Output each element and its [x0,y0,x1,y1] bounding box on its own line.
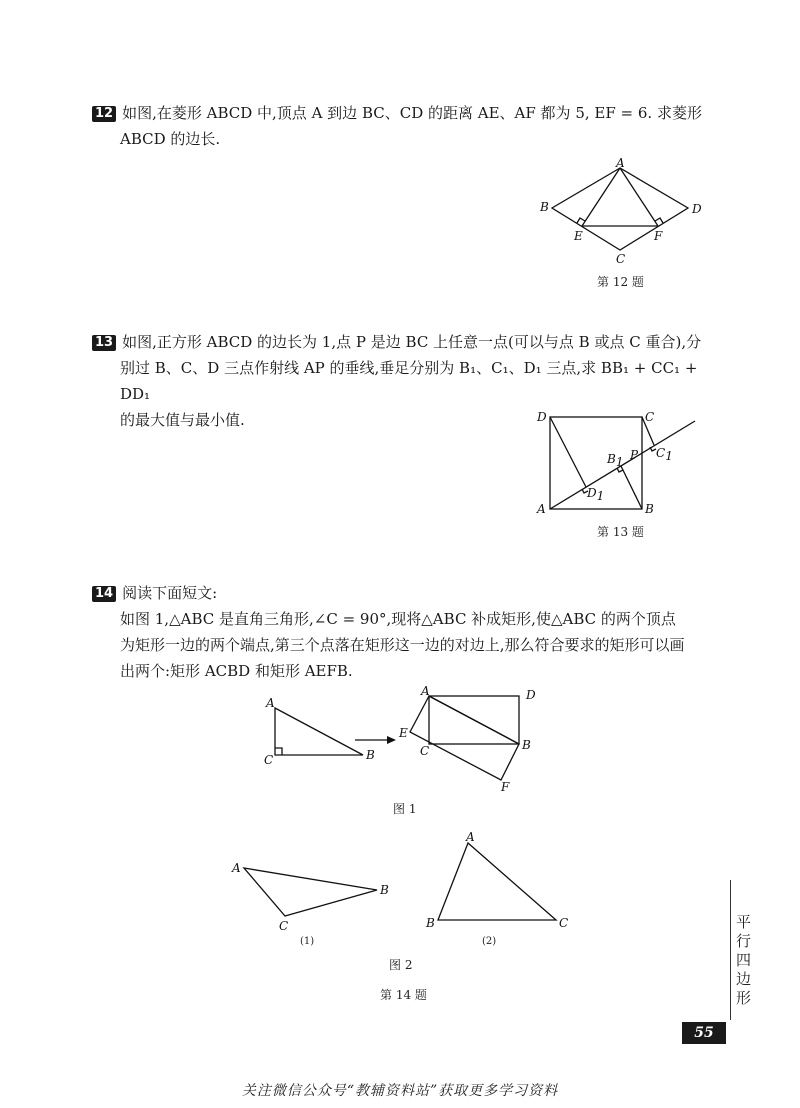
label-b-2: B [426,916,435,930]
problem-14 [92,580,722,684]
label-d: D [692,202,702,216]
problem-number: 13 [92,335,116,351]
segment-dd1 [550,417,586,487]
label-f: F [501,780,510,794]
problem-12-line2: ABCD 的边长. [120,130,221,148]
label-d: D [537,410,547,424]
chapter-tab [730,880,753,1020]
label-a: A [266,696,275,710]
chapter-title: 平行四边形 [734,914,752,1009]
problem-14-line2: 如图 1,△ABC 是直角三角形,∠C = 90°,现将△ABC 补成矩形,使△ABC 的两个顶点 [120,610,676,628]
figure-12 [530,158,710,268]
label-c-2: C [559,916,569,930]
caption-fig2-1: (1) [300,936,315,947]
caption-fig2-2: (2) [482,936,497,947]
label-b1: B1 [607,452,624,469]
figure-13 [535,405,715,525]
label-a: A [537,502,546,516]
caption-13: 第 13 题 [597,525,644,539]
problem-13-line3: 的最大值与最小值. [120,411,245,429]
label-c-1: C [279,919,289,933]
footer-watermark: 关注微信公众号“教辅资料站”获取更多学习资料 [241,1083,559,1099]
label-b: B [645,502,654,516]
label-c1: C1 [656,446,673,463]
arrow-head-icon [387,736,396,744]
figure-14-2 [230,830,590,935]
label-a-2: A [466,830,475,844]
problem-14-line4: 出两个:矩形 ACBD 和矩形 AEFB. [120,662,353,680]
label-c: C [616,252,626,266]
figure-14-1 [255,683,555,793]
problem-12 [92,100,722,152]
segment-ae [582,168,620,226]
label-d: D [526,688,536,702]
label-p: P [630,448,639,462]
rectangle-aefb [410,696,519,780]
problem-12-line1: 12 如图,在菱形 ABCD 中,顶点 A 到边 BC、CD 的距离 AE、AF 都为 5, EF = 6. 求菱形 [92,100,722,126]
caption-fig1: 图 1 [393,802,417,816]
caption-fig2: 图 2 [389,958,413,972]
label-c-right: C [420,744,430,758]
triangle-abc-obtuse [244,868,377,916]
problem-13-line1: 13 如图,正方形 ABCD 的边长为 1,点 P 是边 BC 上任意一点(可以与点 B 或点 C 重合),分 [92,329,722,355]
problem-14-line3: 为矩形一边的两个端点,第三个点落在矩形这一边的对边上,那么符合要求的矩形可以画 [120,636,685,654]
label-a: A [616,156,625,170]
problem-number: 14 [92,586,116,602]
triangle-abc-left [275,708,363,755]
segment-af [620,168,658,226]
label-a-right: A [421,684,430,698]
triangle-abc-acute [438,843,556,920]
problem-number: 12 [92,106,116,122]
label-e: E [399,726,408,740]
caption-12: 第 12 题 [597,275,644,289]
problem-14-line1: 14 阅读下面短文: [92,580,722,606]
label-e: E [574,229,583,243]
label-a-1: A [232,861,241,875]
caption-14: 第 14 题 [380,988,427,1002]
label-c: C [645,410,655,424]
page-number: 55 [682,1022,726,1044]
label-b-1: B [380,883,389,897]
label-c: C [264,753,274,767]
rhombus-abcd [552,168,688,250]
problem-13-line2: 别过 B、C、D 三点作射线 AP 的垂线,垂足分别为 B₁、C₁、D₁ 三点,求 BB₁ + CC₁ + DD₁ [120,359,698,403]
label-b: B [366,748,375,762]
segment-bb1 [621,466,642,509]
label-f: F [654,229,663,243]
label-b-right: B [522,738,531,752]
right-angle-mark-c [275,748,282,755]
label-b: B [540,200,549,214]
label-d1: D1 [587,486,605,503]
